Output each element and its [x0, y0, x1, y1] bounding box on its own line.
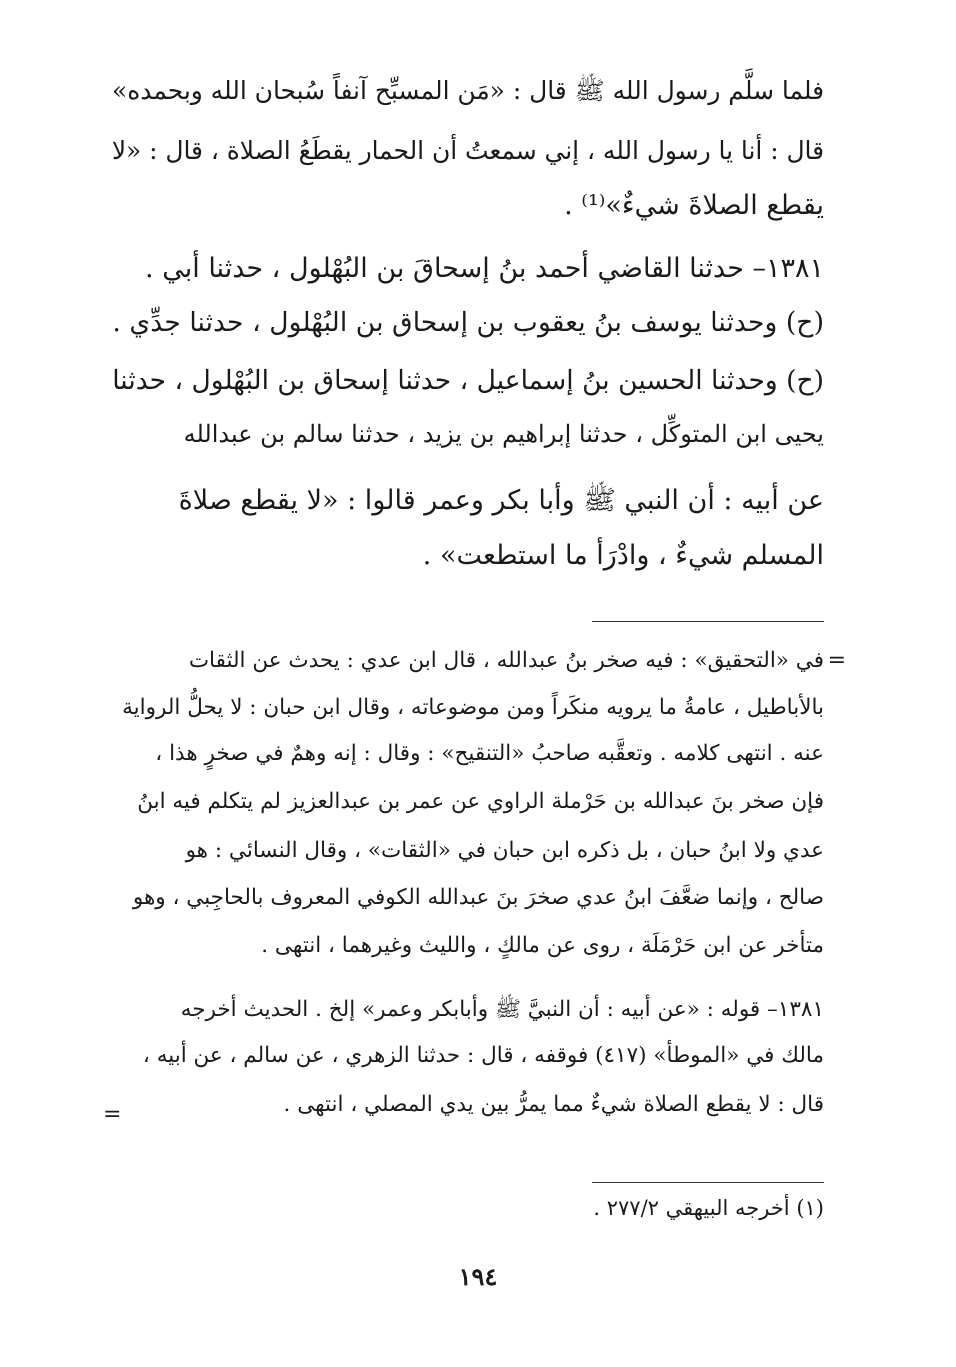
commentary-line: صالح ، وإنما ضعَّفَ ابنُ عدي صخرَ بنَ عبدالله الكوفي المعروف بالحاجِبي ، وهو [132, 885, 824, 910]
commentary-line: فإن صخر بنَ عبدالله بن حَرْملة الراوي عن عمر بن عبدالعزيز لم يتكلم فيه ابنُ [137, 789, 824, 814]
hadith-1381-matn-line: عن أبيه : أن النبي ﷺ وأبا بكر وعمر قالوا : «لا يقطع صلاةَ [178, 485, 824, 516]
continuation-mark: = [827, 648, 846, 673]
commentary-line: عنه . انتهى كلامه . وتعقَّبه صاحبُ «التنقيح» : وقال : إنه وهمٌ في صخرٍ هذا ، [155, 741, 824, 766]
hadith-1381-matn-line: المسلم شيءٌ ، وادْرَأ ما استطعت» . [422, 540, 824, 571]
commentary-line: مالك في «الموطأ» (٤١٧) فوقفه ، قال : حدثنا الزهري ، عن سالم ، عن أبيه ، [142, 1043, 824, 1068]
end-continuation-mark: = [103, 1102, 122, 1127]
hadith-1381-isnad-line: (ح) وحدثنا يوسف بنُ يعقوب بن إسحاق بن البُهْلول ، حدثنا جدِّي . [112, 307, 824, 338]
commentary-line: عدي ولا ابنُ حبان ، بل ذكره ابن حبان في «الثقات» ، وقال النسائي : هو [185, 838, 824, 863]
commentary-line: قال : لا يقطع الصلاة شيءٌ مما يمرُّ بين يدي المصلي ، انتهى . [283, 1092, 824, 1117]
commentary-line: متأخر عن ابن حَرْمَلَة ، روى عن مالكٍ ، والليث وغيرهما ، انتهى . [261, 933, 824, 958]
hadith-1381-isnad-line: يحيى ابن المتوكِّل ، حدثنا إبراهيم بن يزيد ، حدثنا سالم بن عبدالله [183, 420, 824, 448]
commentary-line: في «التحقيق» : فيه صخر بنُ عبدالله ، قال ابن عدي : يحدث عن الثقات [188, 648, 824, 673]
hadith-1381-isnad-line: (ح) وحدثنا الحسين بنُ إسماعيل ، حدثنا إسحاق بن البُهْلول ، حدثنا [112, 365, 824, 396]
footnote-1: (١) أخرجه البيهقي ٢٧٧/٢ . [593, 1196, 824, 1220]
page-number: ١٩٤ [458, 1262, 498, 1291]
hadith-1381-isnad-line: ١٣٨١– حدثنا القاضي أحمد بنُ إسحاقَ بن البُهْلول ، حدثنا أبي . [145, 253, 824, 284]
commentary-line: بالأباطيل ، عامةُ ما يرويه منكَراً ومن موضوعاته ، وقال ابن حبان : لا يحلُّ الرواية [122, 695, 824, 720]
main-text-line: فلما سلَّم رسول الله ﷺ قال : «مَن المسبِّح آنفاً سُبحان الله وبحمده» [112, 76, 824, 105]
commentary-divider [592, 621, 824, 622]
main-text-line: قال : أنا يا رسول الله ، إني سمعتُ أن الحمار يقطَعُ الصلاة ، قال : «لا [111, 136, 824, 165]
commentary-line: ١٣٨١– قوله : «عن أبيه : أن النبيَّ ﷺ وأبابكر وعمر» إلخ . الحديث أخرجه [180, 997, 824, 1022]
footnote-divider [592, 1182, 824, 1183]
main-text-line: يقطع الصلاةَ شيءٌ»⁽¹⁾ . [564, 190, 824, 221]
